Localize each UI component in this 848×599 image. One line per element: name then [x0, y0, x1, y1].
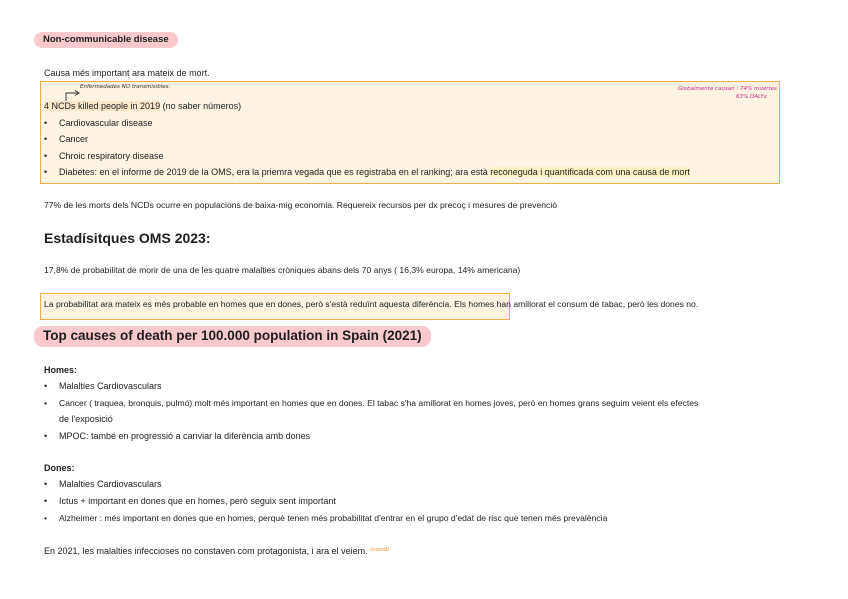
margin-note-line2: 63% DALYs — [736, 94, 767, 100]
stat-77-text: 77% de les morts dels NCDs ocurre en populacions de baixa-mig economia. Requereix recursos per dx precoç i mesures de prevenció — [44, 200, 558, 210]
diabetes-text: Diabetes: en el informe de 2019 de la OMS, era la priemra vegada que es registraba en el ranking; ara està — [59, 167, 491, 177]
ncd-suffix: (no saber números) — [160, 101, 242, 111]
margin-note-line1: Globalmente causan : 74% muertes — [678, 86, 777, 92]
probability-text: 17,8% de probabilitat de morir de una de les quatre malalties cròniques abans dels 70 anys ( 16,3% europa, 14% americana) — [44, 265, 521, 275]
intro-text: Causa més important ara mateix de mort. — [44, 68, 210, 78]
list-item: • MPOC: també en progressió a canviar la diferència amb dones — [59, 431, 310, 441]
section-title-oms: Estadísitques OMS 2023: — [44, 230, 211, 246]
list-item: • Malalties Cardiovasculars — [59, 381, 162, 391]
probability-boxed-line — [44, 299, 698, 309]
final-text: En 2021, les malalties infeccioses no constaven com protagonista, i ara el veiem. — [44, 546, 368, 556]
ncd-prefix: 4 NCDs killed people in 2019 — [44, 101, 161, 111]
final-line — [44, 546, 389, 556]
dones-label: Dones: — [44, 463, 75, 473]
list-item: • Alzheimer : més important en dones que en homes, perquè tenen més probabilitat d'entrar en el grupo d'edat de risc que tenen més prevalència — [59, 513, 607, 523]
list-item: • Cancer — [59, 134, 88, 144]
boxed-text: La probabilitat ara mateix es més probable en homes que en dones, però s'està reduïnt aquesta diferència. — [44, 299, 452, 309]
ncd-line — [44, 101, 241, 111]
section-title-ncd: Non-communicable disease — [34, 32, 178, 48]
list-item: • Chroic respiratory disease — [59, 151, 164, 161]
section-title-spain: Top causes of death per 100.000 population in Spain (2021) — [34, 326, 431, 347]
list-item-continuation: de l'exposició — [59, 414, 113, 424]
list-item: • Malalties Cardiovasculars — [59, 479, 162, 489]
list-item: • Cancer ( traquea, bronquis, pulmó) molt més important en homes que en dones. El tabac s'ha amillorat en homes joves, però en homes grans seguim veient els efectes — [59, 398, 698, 408]
diabetes-highlight: reconeguda i quantificada com una causa de mort — [490, 167, 690, 177]
list-item-diabetes — [59, 167, 690, 177]
after-box-text: Els homes han amillorat el consum de tabac, però les dones no. — [451, 299, 699, 309]
homes-label: Homes: — [44, 365, 78, 375]
list-item: • Cardiovascular disease — [59, 118, 153, 128]
list-item: • Ictus + important en dones que en homes, però seguix sent important — [59, 496, 336, 506]
covid-note: (covid) — [370, 547, 390, 553]
handwritten-note: Enfermedades NO transmisibles. — [80, 84, 171, 90]
